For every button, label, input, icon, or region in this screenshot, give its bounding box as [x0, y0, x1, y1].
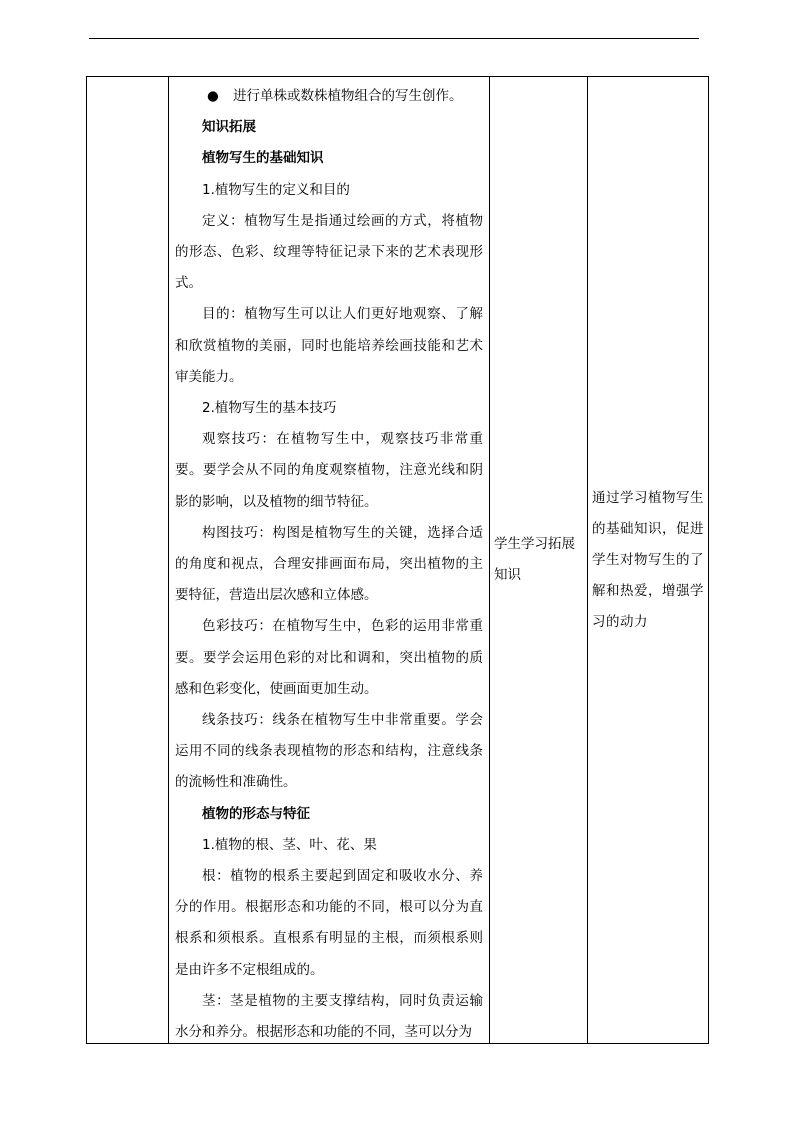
student-activity-text: 学生学习拓展知识	[494, 536, 575, 583]
design-intent-cell	[588, 77, 709, 1044]
bullet-dot-icon: ●	[207, 88, 219, 104]
stage-cell	[87, 77, 169, 1044]
paragraph: 1.植物写生的定义和目的	[202, 181, 350, 198]
student-activity-cell	[490, 77, 588, 1044]
paragraph: 茎：茎是植物的主要支撑结构，同时负责运输水分和养分。根据形态和功能的不同，茎可以分为	[175, 992, 483, 1041]
teaching-content-cell	[169, 77, 490, 1044]
header-rule	[89, 38, 699, 39]
section-heading: 知识拓展	[202, 119, 256, 136]
paragraph: 观察技巧：在植物写生中，观察技巧非常重要。要学会从不同的角度观察植物，注意光线和阴影的影响，以及植物的细节特征。	[175, 431, 483, 510]
bullet-text: 进行单株或数株植物组合的写生创作。	[233, 88, 463, 104]
section-heading: 植物的形态与特征	[202, 805, 310, 822]
design-intent-text: 通过学习植物写生的基础知识，促进学生对物写生的了解和热爱，增强学习的动力	[592, 489, 704, 630]
lesson-plan-table	[86, 76, 709, 1044]
paragraph: 定义：植物写生是指通过绘画的方式，将植物的形态、色彩、纹理等特征记录下来的艺术表现形式。	[175, 212, 483, 292]
paragraph: 根：植物的根系主要起到固定和吸收水分、养分的作用。根据形态和功能的不同，根可以分为直根系和须根系。直根系有明显的主根，而须根系则是由许多不定根组成的。	[175, 868, 483, 978]
paragraph: 1.植物的根、茎、叶、花、果	[202, 836, 377, 853]
section-heading: 植物写生的基础知识	[202, 150, 324, 167]
paragraph: 目的：植物写生可以让人们更好地观察、了解和欣赏植物的美丽，同时也能培养绘画技能和艺术审美能力。	[175, 306, 483, 385]
bullet-item	[175, 81, 483, 112]
table-row	[87, 77, 709, 1044]
paragraph: 色彩技巧：在植物写生中，色彩的运用非常重要。要学会运用色彩的对比和调和，突出植物的质感和色彩变化，使画面更加生动。	[175, 618, 483, 697]
paragraph: 2.植物写生的基本技巧	[202, 400, 337, 417]
teaching-content	[169, 77, 489, 1043]
paragraph: 线条技巧：线条在植物写生中非常重要。学会运用不同的线条表现植物的形态和结构，注意线条的流畅性和准确性。	[175, 712, 483, 791]
paragraph: 构图技巧：构图是植物写生的关键，选择合适的角度和视点，合理安排画面布局，突出植物的主要特征，营造出层次感和立体感。	[175, 524, 483, 604]
